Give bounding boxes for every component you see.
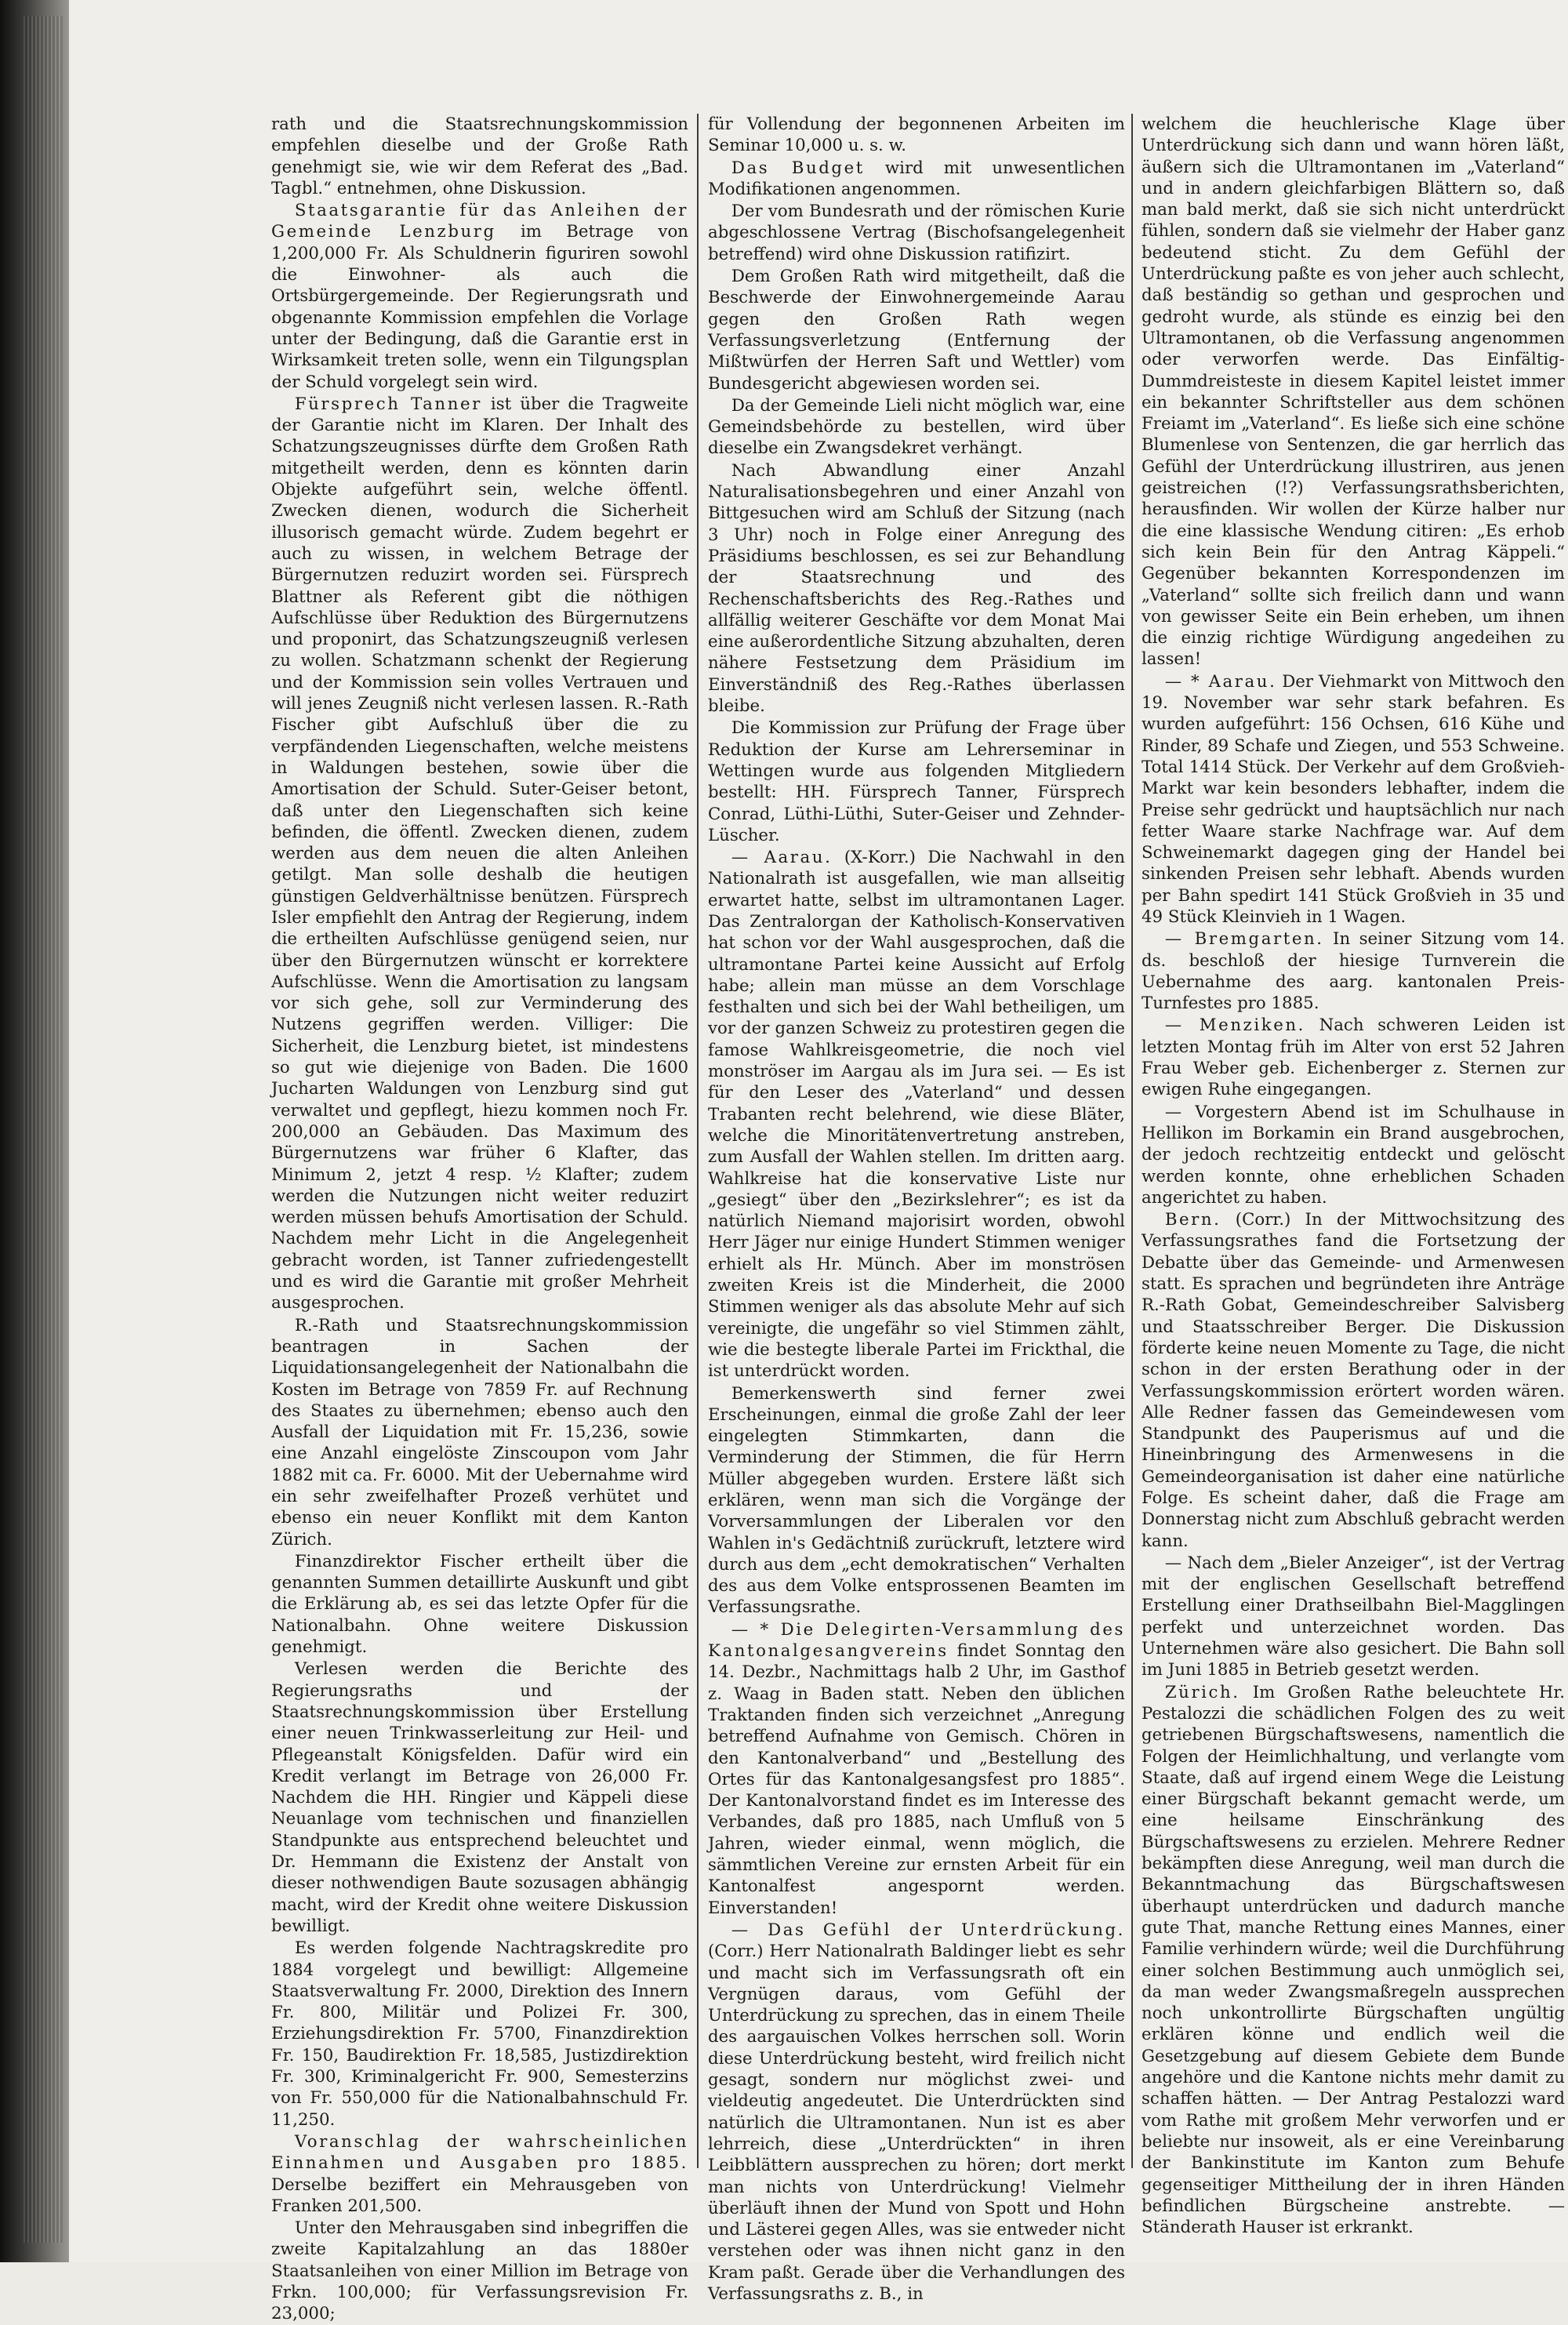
paragraph-text: Derselbe beziffert ein Mehrausgeben von Franken 201,500. [271, 2174, 688, 2216]
paragraph-text: rath und die Staatsrechnungskommission empfehlen dieselbe und der Große Rath genehmigt sie, wie wir dem Referat des „Bad. Tagbl.“ entnehmen, ohne Diskussion. [271, 114, 688, 198]
paragraph-text: Verlesen werden die Berichte des Regierungsraths und der Staatsrechnungskommission über Erstellung einer neuen Trinkwasserleitung zur Heil- und Pflegeanstalt Königsfelden. Dafür wird ein Kredit verlangt im Betrage von 26,000 Fr. Nachdem die HH. Ringier und Käppeli diese Neuanlage vom technischen und finanziellen Standpunkte aus entsprechend beleuchtet und Dr. Hemmann die Existenz der Anstalt von dieser nothwendigen Baute sozusagen abhängig macht, wird der Kredit ohne weitere Diskussion bewilligt. [271, 1659, 688, 1936]
column-rule-1 [697, 114, 699, 2168]
paragraph-text: (X-Korr.) Die Nachwahl in den Nationalrath ist ausgefallen, wie man allseitig erwartet hatte, selbst im ultramontanen Lager. Das Zentralorgan der Katholisch-Konservativen hat schon vor der Wahl ausgesprochen, daß die ultramontane Partei keine Aussicht auf Erfolg habe; allein man müsse an dem Vorschlage festhalten und sich bei der Wahl betheiligen, um vor der ganzen Schweiz zu protestiren gegen die famose Wahlkreisgeometrie, die noch viel monströser im Aargau als im Jura sei. — Es ist für den Leser des „Vaterland“ und dessen Trabanten recht belehrend, wie diese Bläter, welche die Minoritätenvertretung anstreben, zum Ausfall der Wahlen stellen. Im dritten aarg. Wahlkreise hat die konservative Liste nur „gesiegt“ über den „Bezirkslehrer“; es ist da natürlich Niemand majorisirt worden, obwohl Herr Jäger nur einige Hundert Stimmen weniger erhielt als Hr. Münch. Aber im monströsen zweiten Kreis ist die Minderheit, die 2000 Stimmen weniger als das absolute Mehr auf sich vereinigte, die ungefähr so viel Stimmen zählt, wie die bestegte liberale Partei im Frickthal, die ist unterdrückt worden. [708, 848, 1125, 1382]
article-paragraph [708, 460, 1125, 717]
paragraph-text: Dem Großen Rath wird mitgetheilt, daß die Beschwerde der Einwohnergemeinde Aarau gegen den Großen Rath wegen Verfassungsverletzung (Entfernung der Mißtwürfen der Herren Saft und Wettler) vom Bundesgericht abgewiesen worden sei. [708, 267, 1125, 394]
page-edges [24, 16, 63, 2243]
paragraph-lead: Staatsgarantie für das Anleihen der Gemeinde Lenzburg [271, 201, 688, 242]
paragraph-text: Nach schweren Leiden ist letzten Montag früh im Alter von erst 52 Jahren Frau Weber geb. Eichenberger z. Sternen zur ewigen Ruhe eingegangen. [1142, 1015, 1565, 1100]
paragraph-text: ist über die Tragweite der Garantie nicht im Klaren. Der Inhalt des Schatzungszeugnisses dürfte dem Großen Rath mitgetheilt werden, denn es könnten darin Objekte aufgeführt sein, welche öffentl. Zwecken dienen, wodurch die Sicherheit illusorisch gemacht würde. Zudem begehrt er auch zu wissen, in welchem Betrage der Bürgernutzen reduzirt worden sei. Fürsprech Blattner als Referent gibt die nöthigen Aufschlüsse über Reduktion des Bürgernutzens und proponirt, das Schatzungszeugniß verlesen zu wollen. Schatzmann schenkt der Regierung und der Kommission sein volles Vertrauen und will jenes Zeugniß nicht verlesen lassen. R.-Rath Fischer gibt Aufschluß über die zu verpfändenden Liegenschaften, welche meistens in Waldungen bestehen, sowie über die Amortisation der Schuld. Suter-Geiser betont, daß unter den Liegenschaften sich keine befinden, die öffentl. Zwecken dienen, zudem werden aus dem neuen die alten Anleihen getilgt. Man solle deshalb die heutigen günstigen Geldverhältnisse benützen. Fürsprech Isler empfiehlt den Antrag der Regierung, indem die ertheilten Aufschlüsse genügend seien, nur über den Bürgernutzen wünscht er korrektere Aufschlüsse. Wenn die Amortisation zu langsam vor sich gehe, soll zur Verminderung des Nutzens gegriffen werden. Villiger: Die Sicherheit, die Lenzburg bietet, ist mindestens so gut wie diejenige von Baden. Die 1600 Jucharten Waldungen von Lenzburg sind gut verwaltet und gepflegt, hiezu kommen noch Fr. 200,000 an Gebäuden. Das Maximum des Bürgernutzens war früher 6 Klafter, das Minimum 2, jetzt 4 resp. ½ Klafter; zudem werden die Nutzungen nicht weiter reduzirt werden müssen behufs Amortisation der Schuld. Nachdem mehr Licht in die Angelegenheit gebracht worden, ist Tanner zufriedengestellt und es wird die Garantie mit großer Mehrheit ausgesprochen. [271, 394, 688, 1313]
article-paragraph [708, 1619, 1125, 1919]
article-paragraph [708, 847, 1125, 1382]
paragraph-text: In seiner Sitzung vom 14. ds. beschloß der hiesige Turnverein die Uebernahme des aarg. kantonalen Preis-Turnfestes pro 1885. [1142, 929, 1565, 1014]
article-paragraph [1142, 928, 1565, 1014]
article-paragraph [708, 158, 1125, 201]
paragraph-lead: — * Die Delegirten-Versammlung des Kantonalgesangvereins [708, 1619, 1125, 1662]
paragraph-text: Unter den Mehrausgaben sind inbegriffen die zweite Kapitalzahlung an das 1880er Staatsanleihen von einer Million im Betrage von Frkn. 100,000; für Verfassungsrevision Fr. 23,000; [271, 2218, 688, 2324]
paragraph-text: — Vorgestern Abend ist im Schulhause in Hellikon im Borkamin ein Brand ausgebrochen, der jedoch rechtzeitig entdeckt und gelöscht werden konnte, ohne erheblichen Schaden angerichtet zu haben. [1142, 1102, 1565, 1208]
article-paragraph [1142, 1682, 1565, 2239]
paragraph-lead: Zürich. [1164, 1682, 1240, 1702]
article-paragraph [708, 114, 1125, 157]
article-paragraph [1142, 671, 1565, 928]
paragraph-lead: Voranschlag der wahrscheinlichen Einnahmen und Ausgaben pro 1885. [271, 2131, 688, 2174]
book-spine [0, 0, 69, 2262]
column-rule-2 [1131, 114, 1133, 2168]
article-paragraph [271, 1315, 688, 1550]
paragraph-text: Finanzdirektor Fischer ertheilt über die genannten Summen detaillirte Auskunft und gibt die Erklärung ab, es sei das letzte Opfer für die Nationalbahn. Ohne weitere Diskussion genehmigt. [271, 1551, 688, 1658]
article-paragraph [708, 1383, 1125, 1618]
paragraph-lead: — * Aarau. [1164, 671, 1277, 692]
paragraph-text: Im Großen Rathe beleuchtete Hr. Pestalozzi die schädlichen Folgen des zu weit getriebenen Bürgschaftswesens, namentlich die Folgen der Heimlichhaltung, und verlangte vom Staate, daß auf irgend einem Wege die Leistung einer Bürgschaft bekannt gemacht werde, um eine heilsame Einschränkung des Bürgschaftswesens zu erzielen. Mehrere Redner bekämpften diese Anregung, weil man durch die Bekanntmachung das Bürgschaftswesen überhaupt unterdrücken und dadurch manche gute That, manche Rettung eines Mannes, einer Familie verhindern würde; weil die Durchführung einer solchen Bestimmung auch unmöglich sei, da man weder Zwangsmaßregeln aussprechen noch unkontrollirte Bürgschaften ungültig erklären könne und endlich weil die Gesetzgebung auf diesem Gebiete dem Bunde angehöre und die Kantone nichts mehr damit zu schaffen hätten. — Der Antrag Pestalozzi ward vom Rathe mit großem Mehr verworfen und er beliebte nur insoweit, als er eine Vereinbarung der Bankinstitute im Kanton zum Behufe gegenseitiger Mittheilung der in ihren Händen befindlichen Bürgscheine anstrebte. — Ständerath Hauser ist erkrankt. [1142, 1682, 1565, 2238]
article-paragraph [271, 394, 688, 1314]
article-paragraph [708, 266, 1125, 394]
article-paragraph [1142, 114, 1565, 670]
article-paragraph [708, 1920, 1125, 2305]
paragraph-text: im Betrage von 1,200,000 Fr. Als Schuldnerin figuriren sowohl die Einwohner- als auch die Ortsbürgergemeinde. Der Regierungsrath und obgenannte Kommission empfehlen die Vorlage unter der Bedingung, daß die Garantie erst in Wirksamkeit treten solle, wenn ein Tilgungsplan der Schuld vorgelegt sein wird. [271, 222, 689, 392]
paragraph-lead: — Menziken. [1164, 1015, 1305, 1036]
paragraph-lead: Fürsprech Tanner [294, 394, 482, 414]
article-paragraph [271, 1938, 688, 2131]
article-paragraph [708, 717, 1125, 846]
column-3 [1142, 114, 1565, 2238]
paragraph-lead: — Das Gefühl der Unterdrückung. [731, 1920, 1125, 1940]
paragraph-text: Die Kommission zur Prüfung der Frage über Reduktion der Kurse am Lehrerseminar in Wettingen wurde aus folgenden Mitgliedern bestellt: HH. Fürsprech Tanner, Fürsprech Conrad, Lüthi-Lüthi, Suter-Geiser und Zehnder-Lüscher. [708, 718, 1125, 845]
article-paragraph [708, 395, 1125, 460]
paragraph-text: (Corr.) In der Mittwochsitzung des Verfassungsrathes fand die Fortsetzung der Debatte über das Gemeinde- und Armenwesen statt. Es sprachen und begründeten ihre Anträge R.-Rath Gobat, Gemeindeschreiber Salvisberg und Staatsschreiber Berger. Die Diskussion förderte keine neuen Momente zu Tage, die nicht schon in der ersten Berathung oder in der Verfassungskommission erörtert worden wären. Alle Redner fassen das Gemeindewesen vom Standpunkt des Pauperismus auf und die Hineinbringung des Armenwesens in die Gemeindeorganisation ist daher eine natürliche Folge. Es scheint daher, daß die Frage am Donnerstag nicht zum Abschluß gebracht werden kann. [1142, 1210, 1565, 1551]
paragraph-text: wird mit unwesentlichen Modifikationen angenommen. [708, 158, 1125, 199]
article-paragraph [1142, 1102, 1565, 1208]
article-paragraph [708, 201, 1125, 265]
article-paragraph [1142, 1553, 1565, 1681]
paragraph-lead: — Aarau. [731, 848, 833, 868]
paragraph-text: Der Viehmarkt von Mittwoch den 19. November war sehr stark befahren. Es wurden aufgeführt: 156 Ochsen, 616 Kühe und Rinder, 89 Schafe und Ziegen, und 553 Schweine. Total 1414 Stück. Der Verkehr auf dem Großvieh-Markt war kein besonders lebhafter, indem die Preise sehr gedrückt und hauptsächlich nur nach fetter Waare starke Nachfrage war. Auf dem Schweinemarkt dagegen ging der Handel bei sinkenden Preisen sehr lebhaft. Abends wurden per Bahn spedirt 141 Stück Großvieh in 35 und 49 Stück Kleinvieh in 1 Wagen. [1142, 671, 1565, 927]
paragraph-lead: — Bremgarten. [1164, 929, 1324, 950]
column-2 [708, 114, 1125, 2304]
paragraph-text: — Nach dem „Bieler Anzeiger“, ist der Vertrag mit der englischen Gesellschaft betreffend Erstellung einer Drathseilbahn Biel-Magglingen perfekt und unterzeichnet worden. Das Unternehmen wäre also gesichert. Die Bahn soll im Juni 1885 in Betrieb gesetzt werden. [1142, 1553, 1565, 1680]
paragraph-lead: Das Budget [731, 158, 865, 178]
article-paragraph [271, 2131, 688, 2217]
article-paragraph [271, 114, 688, 199]
article-paragraph [271, 2218, 688, 2324]
newspaper-page [69, 0, 1568, 2324]
article-paragraph [1142, 1209, 1565, 1552]
paragraph-lead: Bern. [1164, 1210, 1221, 1230]
article-paragraph [271, 1551, 688, 1658]
paragraph-text: für Vollendung der begonnenen Arbeiten im Seminar 10,000 u. s. w. [708, 114, 1125, 156]
paragraph-text: Es werden folgende Nachtragskredite pro 1884 vorgelegt und bewilligt: Allgemeine Staatsverwaltung Fr. 2000, Direktion des Innern Fr. 800, Militär und Polizei Fr. 300, Erziehungsdirektion Fr. 5700, Finanzdirektion Fr. 150, Baudirektion Fr. 18,585, Justizdirektion Fr. 300, Kriminalgericht Fr. 900, Semesterzins von Fr. 550,000 für die Nationalbahnschuld Fr. 11,250. [271, 1938, 688, 2130]
paragraph-text: findet Sonntag den 14. Dezbr., Nachmittags halb 2 Uhr, im Gasthof z. Waag in Baden statt. Neben den üblichen Traktanden finden sich verzeichnet „Anregung betreffend Aufnahme von Gemisch. Chören in den Kantonalverband“ und „Bestellung des Ortes für das Kantonalgesangsfest pro 1885“. Der Kantonalvorstand findet es im Interesse des Verbandes, daß pro 1885, nach Umfluß von 5 Jahren, wieder einmal, wenn möglich, die sämmtlichen Vereine zur ernsten Arbeit für ein Kantonalfest angespornt werden. Einverstanden! [708, 1641, 1125, 1918]
paragraph-text: R.-Rath und Staatsrechnungskommission beantragen in Sachen der Liquidationsangelegenheit der Nationalbahn die Kosten im Betrage von 7859 Fr. auf Rechnung des Staates zu übernehmen; ebenso auch den Ausfall der Liquidation mit Fr. 15,236, sowie eine Anzahl eingelöste Zinscoupon vom Jahr 1882 mit ca. Fr. 6000. Mit der Uebernahme wird ein sehr zweifelhafter Prozeß verhütet und ebenso ein neuer Konflikt mit dem Kanton Zürich. [271, 1315, 688, 1549]
paragraph-text: welchem die heuchlerische Klage über Unterdrückung sich dann und wann hören läßt, äußern sich die Ultramontanen im „Vaterland“ und in andern gleichfarbigen Blättern so, daß man bald merkt, daß sie sich nicht unterdrückt fühlen, sondern daß sie vielmehr der Haber ganz bedeutend sticht. Zu dem Gefühl der Unterdrückung paßte es von jeher auch schlecht, daß beständig so gethan und gesprochen und gedroht wurde, als stünde es einzig bei den Ultramontanen, ob die Verfassung angenommen oder verworfen werde. Das Einfältig-Dummdreisteste in diesem Kapitel leistet immer ein bekannter Schriftsteller aus dem schönen Freiamt im „Vaterland“. Es ließe sich eine schöne Blumenlese von Sentenzen, die gar herrlich das Gefühl der Unterdrückung illustriren, aus jenen geistreichen (!?) Verfassungsrathsberichten, herausfinden. Wir wollen der Kürze halber nur die eine klassische Wendung citiren: „Es erhob sich kein Bein für den Antrag Käppeli.“ Gegenüber bekannten Korrespondenzen im „Vaterland“ sollte sich freilich dann und wann von gewisser Seite ein Bein erheben, um ihnen die einzig richtige Würdigung angedeihen zu lassen! [1142, 114, 1565, 670]
column-1 [271, 114, 689, 2324]
paragraph-text: Bemerkenswerth sind ferner zwei Erscheinungen, einmal die große Zahl der leer eingelegten Stimmkarten, dann die Verminderung der Stimmen, die für Herrn Müller abgegeben wurden. Erstere läßt sich erklären, wenn man sich die Vorgänge der Vorversammlungen der Liberalen vor den Wahlen in's Gedächtniß zurückruft, letztere wird durch aus dem „echt demokratischen“ Verhalten des aus dem Volke entsprossenen Beamten im Verfassungsrathe. [708, 1383, 1125, 1618]
article-paragraph [1142, 1015, 1565, 1100]
paragraph-text: Da der Gemeinde Lieli nicht möglich war, eine Gemeindsbehörde zu bestellen, wird über dieselbe ein Zwangsdekret verhängt. [708, 395, 1125, 459]
paragraph-text: (Corr.) Herr Nationalrath Baldinger liebt es sehr und macht sich im Verfassungsrath oft ein Vergnügen daraus, vom Gefühl der Unterdrückung zu sprechen, das in einem Theile des aargauischen Volkes herrschen soll. Worin diese Unterdrückung besteht, wird freilich nicht gesagt, sondern nur möglichst zwei- und vieldeutig angedeutet. Die Unterdrückten sind natürlich die Ultramontanen. Nun ist es aber lehrreich, diese „Unterdrückten“ in ihren Leibblättern aussprechen zu hören; dort merkt man nichts von Unterdrückung! Vielmehr überläuft ihnen der Mund von Spott und Hohn und Lästerei gegen Alles, was sie entweder nicht verstehen oder was ihnen nicht ganz in den Kram paßt. Gerade über die Verhandlungen des Verfassungsraths z. B., in [708, 1942, 1125, 2304]
article-paragraph [271, 200, 688, 393]
article-paragraph [271, 1658, 688, 1937]
paragraph-text: Nach Abwandlung einer Anzahl Naturalisationsbegehren und einer Anzahl von Bittgesuchen wird am Schluß der Sitzung (nach 3 Uhr) noch in Folge einer Anregung des Präsidiums beschlossen, es sei zur Behandlung der Staatsrechnung und des Rechenschaftsberichts des Reg.-Rathes und allfällig weiterer Geschäfte vor dem Monat Mai eine außerordentliche Sitzung abzuhalten, deren nähere Festsetzung dem Präsidium im Einverständniß des Reg.-Rathes überlassen bleibe. [708, 460, 1125, 717]
paragraph-text: Der vom Bundesrath und der römischen Kurie abgeschlossene Vertrag (Bischofsangelegenheit betreffend) wird ohne Diskussion ratifizirt. [708, 202, 1125, 264]
